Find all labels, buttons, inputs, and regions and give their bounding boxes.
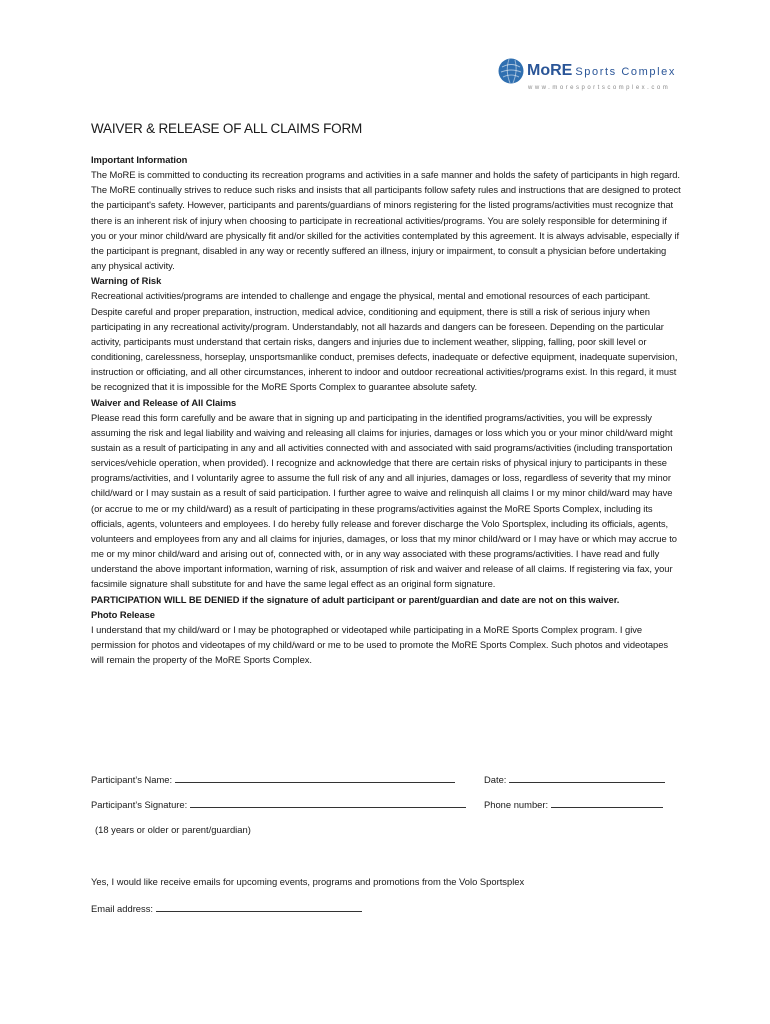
important-text: The MoRE is committed to conducting its recreation programs and activities in a safe manner and holds the safety of participants in high regard. The MoRE continually strives to reduce such risks and insists that all participants follow safety rules and instructions that are designed to protect the participant's safety. However, participants and parents/guardians of minors registering for the listed programs/activities must recognize that there is an inherent risk of injury when choosing to participate in recreational activities/programs. You are solely responsible for determining if you or your minor child/ward are physically fit and/or skilled for the activities contemplated by this agreement. It is always advisable, especially if the participant is pregnant, disabled in any way or recently suffered an illness, injury or impairment, to consult a physician before undertaking any physical activity. xyxy=(91,169,681,272)
brand-name xyxy=(527,62,676,81)
phone-label: Phone number: xyxy=(484,799,549,810)
brand-url: www.moresportscomplex.com xyxy=(528,85,671,91)
email-address-row xyxy=(91,903,362,914)
phone-field[interactable] xyxy=(551,799,663,808)
important-heading: Important Information xyxy=(91,154,188,165)
risk-heading: Warning of Risk xyxy=(91,275,162,287)
participant-signature-field[interactable] xyxy=(190,799,466,808)
age-note: (18 years or older or parent/guardian) xyxy=(95,824,251,835)
brand-name-rest: Sports Complex xyxy=(575,66,676,78)
participant-name-label: Participant’s Name: xyxy=(91,774,173,785)
waiver-heading: Waiver and Release of All Claims xyxy=(91,396,237,408)
date-label: Date: xyxy=(484,774,507,785)
participant-name-field[interactable] xyxy=(175,774,455,783)
risk-text: Recreational activities/programs are intended to challenge and engage the physical, mental and emotional resources of each participant. Despite careful and proper preparation, instruction, medical advice, conditioning and equipment, there is still a risk of serious injury when participating in any recreational activity/program. Understandably, not all hazards and dangers can be foreseen. Depending on the particular activity, participants must understand that certain risks, dangers and injuries due to inclement weather, slipping, falling, poor skill level or conditioning, carelessness, horseplay, unsportsmanlike conduct, premises defects, inadequate or defective equipment, inadequate supervision, instruction or officiating, and all other circumstances, inherent to indoor and outdoor recreational activities/programs exist. In this regard, it must be recognized that it is impossible for the MoRE Sports Complex to guarantee absolute safety. xyxy=(91,290,678,393)
participation-denied-notice: PARTICIPATION WILL BE DENIED if the signature of adult participant or parent/guardian and date are not on this waiver. xyxy=(91,593,620,605)
waiver-text: Please read this form carefully and be aware that in signing up and participating in the identified programs/activities, you will be expressly assuming the risk and legal liability and waiving and releasing all claims for injuries, damages or loss which you or your minor child/ward might sustain as a result of participating in any and all activities connected with and associated with said programs/activities (including transportation services/vehicle operation, when provided). I recognize and acknowledge that there are certain risks of physical injury to participants in these programs/activities, and I voluntarily agree to assume the full risk of any and all injuries, damages or loss, regardless of severity that my minor child/ward or I may sustain as a result of said participation. I further agree to waive and relinquish all claims I or my minor child/ward may have (or accrue to me or my child/ward) as a result of participating in these programs/activities against the MoRE Sports Complex, including its officials, agents, volunteers and employees. I do hereby fully release and forever discharge the Volo Sportsplex, including its officials, agents, volunteers and employees from any and all claims for injuries, damages, or loss that my minor child/ward or I may have or which may accrue to me or my minor child/ward and arising out of, connected with, or in any way associated with these programs/activities. I have read and fully understand the above important information, warning of risk, assumption of risk and waiver and release of all claims. If registering via fax, your facsimile signature shall substitute for and have the same legal effect as an original form signature. xyxy=(91,411,677,590)
email-address-label: Email address: xyxy=(91,903,154,914)
photo-text: I understand that my child/ward or I may be photographed or videotaped while participating in a MoRE Sports Complex program. I give permission for photos and videotapes of my child/ward or me to be used to promote the MoRE Sports Complex. Such photos and videotapes will remain the property of the MoRE Sports Complex. xyxy=(91,623,669,666)
email-address-field[interactable] xyxy=(156,903,362,912)
form-title: WAIVER & RELEASE OF ALL CLAIMS FORM xyxy=(91,121,363,136)
brand-name-bold: MoRE xyxy=(527,62,573,79)
participant-signature-label: Participant’s Signature: xyxy=(91,799,188,810)
phone-row xyxy=(484,799,663,810)
email-optin-text: Yes, I would like receive emails for upcoming events, programs and promotions from the Volo Sportsplex xyxy=(91,876,525,887)
participant-name-row xyxy=(91,774,455,785)
photo-heading: Photo Release xyxy=(91,608,155,620)
form-body xyxy=(91,152,683,667)
brand-logo xyxy=(498,58,698,98)
date-field[interactable] xyxy=(509,774,665,783)
date-row xyxy=(484,774,665,785)
participant-signature-row xyxy=(91,799,466,810)
globe-logo-icon xyxy=(498,58,524,84)
